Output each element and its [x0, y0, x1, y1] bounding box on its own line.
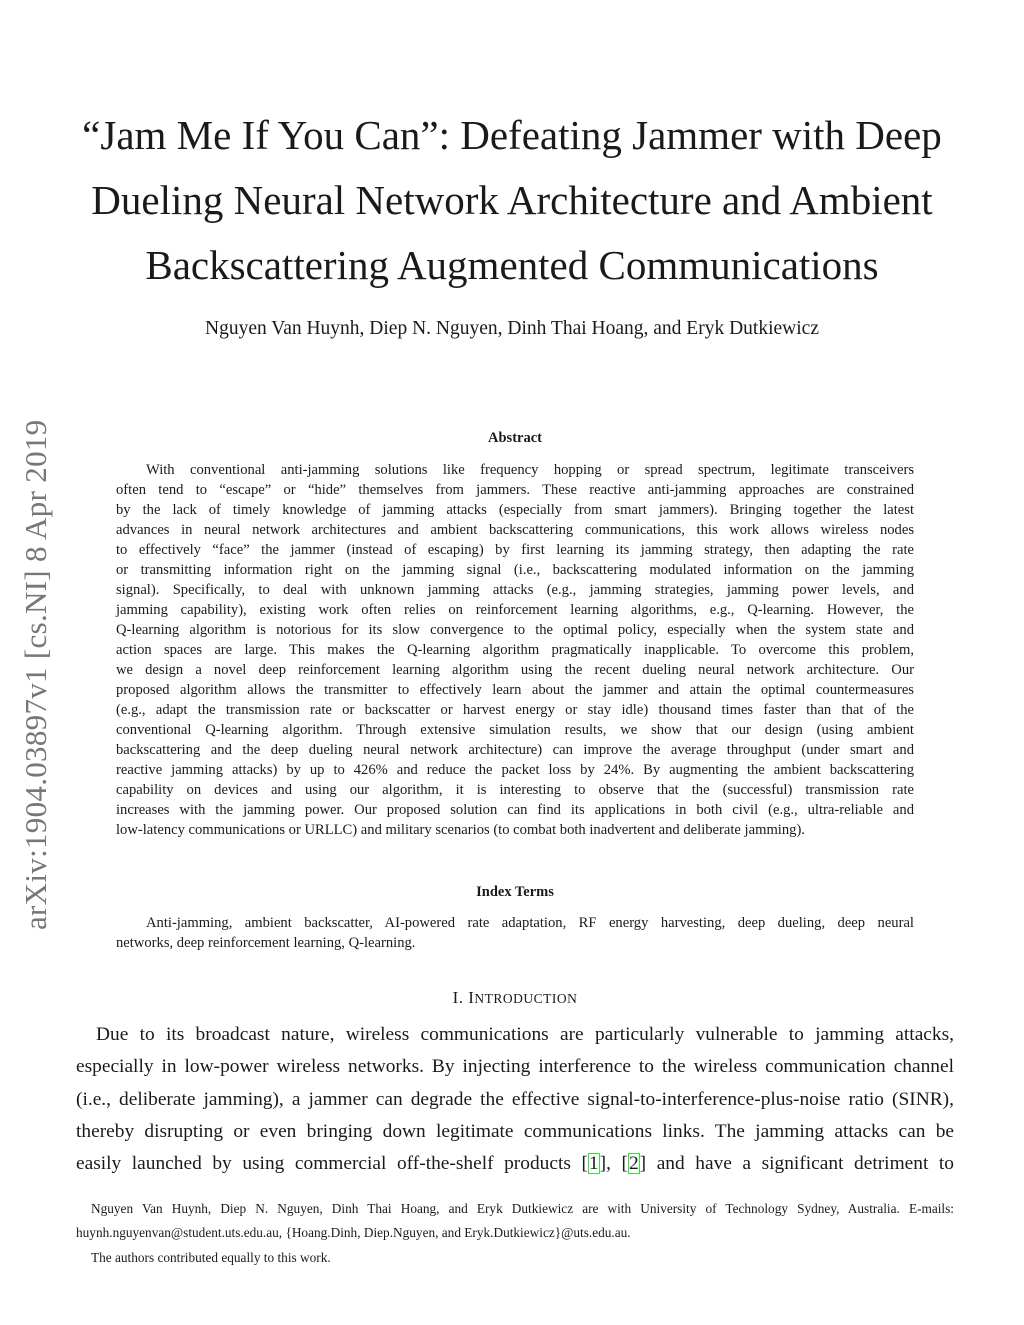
index-terms-line: Anti-jamming, ambient backscatter, AI-powered rate adaptation, RF energy harvesting, deep dueling, deep neural	[146, 915, 914, 931]
authors: Nguyen Van Huynh, Diep N. Nguyen, Dinh Thai Hoang, and Eryk Dutkiewicz	[205, 318, 819, 339]
abstract-line: or transmitting information right on the jamming signal (i.e., backscattering modulated information on the jamming	[116, 562, 914, 578]
footnote-affiliation-line-1: Nguyen Van Huynh, Diep N. Nguyen, Dinh Thai Hoang, and Eryk Dutkiewicz are with University of Technology Sydney, Australia. E-mails:	[91, 1201, 954, 1216]
abstract-line: capability on devices and using our algorithm, it is interesting to observe that the (successful) transmission rate	[116, 782, 914, 798]
abstract-heading: Abstract	[488, 430, 542, 446]
abstract-line: reactive jamming attacks) by up to 426% and reduce the packet loss by 24%. By augmenting the ambient backscattering	[116, 762, 914, 778]
footnote-equal-contribution: The authors contributed equally to this work.	[91, 1250, 331, 1265]
title-line-1: “Jam Me If You Can”: Defeating Jammer with Deep	[82, 112, 942, 158]
abstract-line: backscattering and the deep dueling neural network architecture) can improve the average throughput (under smart and	[116, 742, 914, 758]
intro-line: especially in low-power wireless networks. By injecting interference to the wireless communication channel	[76, 1056, 954, 1078]
abstract-line: to effectively “face” the jammer (instead of escaping) by first learning its jamming strategy, then adapting the rate	[116, 542, 914, 558]
abstract-line: Q-learning algorithm is notorious for its slow convergence to the optimal policy, especially when the system state and	[116, 622, 914, 638]
abstract-line: proposed algorithm allows the transmitter to effectively learn about the jammer and attain the optimal countermeasures	[116, 682, 914, 698]
abstract-line: we design a novel deep reinforcement learning algorithm using the recent dueling neural network architecture. Our	[116, 662, 914, 678]
abstract-line: (e.g., adapt the transmission rate or backscatter or harvest energy or stay idle) thousand times faster than that of the	[116, 702, 914, 718]
abstract-line: advances in neural network architectures and ambient backscattering communications, this work allows wireless nodes	[116, 522, 914, 538]
intro-line: Due to its broadcast nature, wireless communications are particularly vulnerable to jamming attacks,	[96, 1024, 954, 1045]
introduction-heading	[0, 988, 1024, 1008]
text-segment: ] and have a significant detriment to	[639, 1153, 954, 1174]
abstract-line: by the lack of timely knowledge of jamming attacks (especially from smart jammers). Bringing together the latest	[116, 502, 914, 518]
abstract-line: action spaces are large. This makes the Q-learning algorithm pragmatically inapplicable. To overcome this problem,	[116, 642, 914, 658]
abstract-line: often tend to “escape” or “hide” themselves from jammers. These reactive anti-jamming approaches are constrained	[116, 482, 914, 498]
intro-line: thereby disrupting or even bringing down legitimate communications links. The jamming attacks can be	[76, 1120, 954, 1142]
title-line-3: Backscattering Augmented Communications	[145, 242, 879, 288]
abstract-line: With conventional anti-jamming solutions like frequency hopping or spread spectrum, legitimate transceivers	[146, 462, 914, 478]
abstract-line: signal). Specifically, to deal with unknown jamming attacks (e.g., jamming strategies, jamming power levels, and	[116, 582, 914, 598]
index-terms-heading: Index Terms	[476, 884, 554, 900]
arxiv-stamp[interactable]: arXiv:1904.03897v1 [cs.NI] 8 Apr 2019	[18, 419, 53, 930]
text-segment: easily launched by using commercial off-the-shelf products [	[76, 1153, 588, 1174]
abstract-line: increases with the jamming power. Our proposed solution can find its applications in both civil (e.g., ultra-reliable and	[116, 802, 914, 818]
citation-link-2[interactable]: 2	[628, 1153, 639, 1174]
abstract-line: low-latency communications or URLLC) and military scenarios (to combat both inadvertent and deliberate jamming).	[116, 822, 805, 838]
index-terms-line: networks, deep reinforcement learning, Q-learning.	[116, 935, 416, 951]
abstract-line: jamming capability), existing work often relies on reinforcement learning algorithms, e.g., Q-learning. However, the	[116, 602, 914, 618]
section-title: NTRODUCTION	[474, 991, 578, 1006]
text-segment: ], [	[599, 1153, 628, 1174]
footnote-affiliation-line-2: huynh.nguyenvan@student.uts.edu.au, {Hoang.Dinh, Diep.Nguyen, and Eryk.Dutkiewicz}@uts.edu.au.	[76, 1225, 631, 1240]
citation-link-1[interactable]: 1	[588, 1153, 599, 1174]
abstract-line: conventional Q-learning algorithm. Through extensive simulation results, we show that our design (using ambient	[116, 722, 914, 738]
title-line-2: Dueling Neural Network Architecture and Ambient	[91, 177, 933, 223]
intro-line: (i.e., deliberate jamming), a jammer can degrade the effective signal-to-interference-plus-noise ratio (SINR),	[76, 1088, 954, 1110]
section-numeral: I. I	[452, 988, 475, 1007]
intro-line-5	[76, 1153, 954, 1175]
